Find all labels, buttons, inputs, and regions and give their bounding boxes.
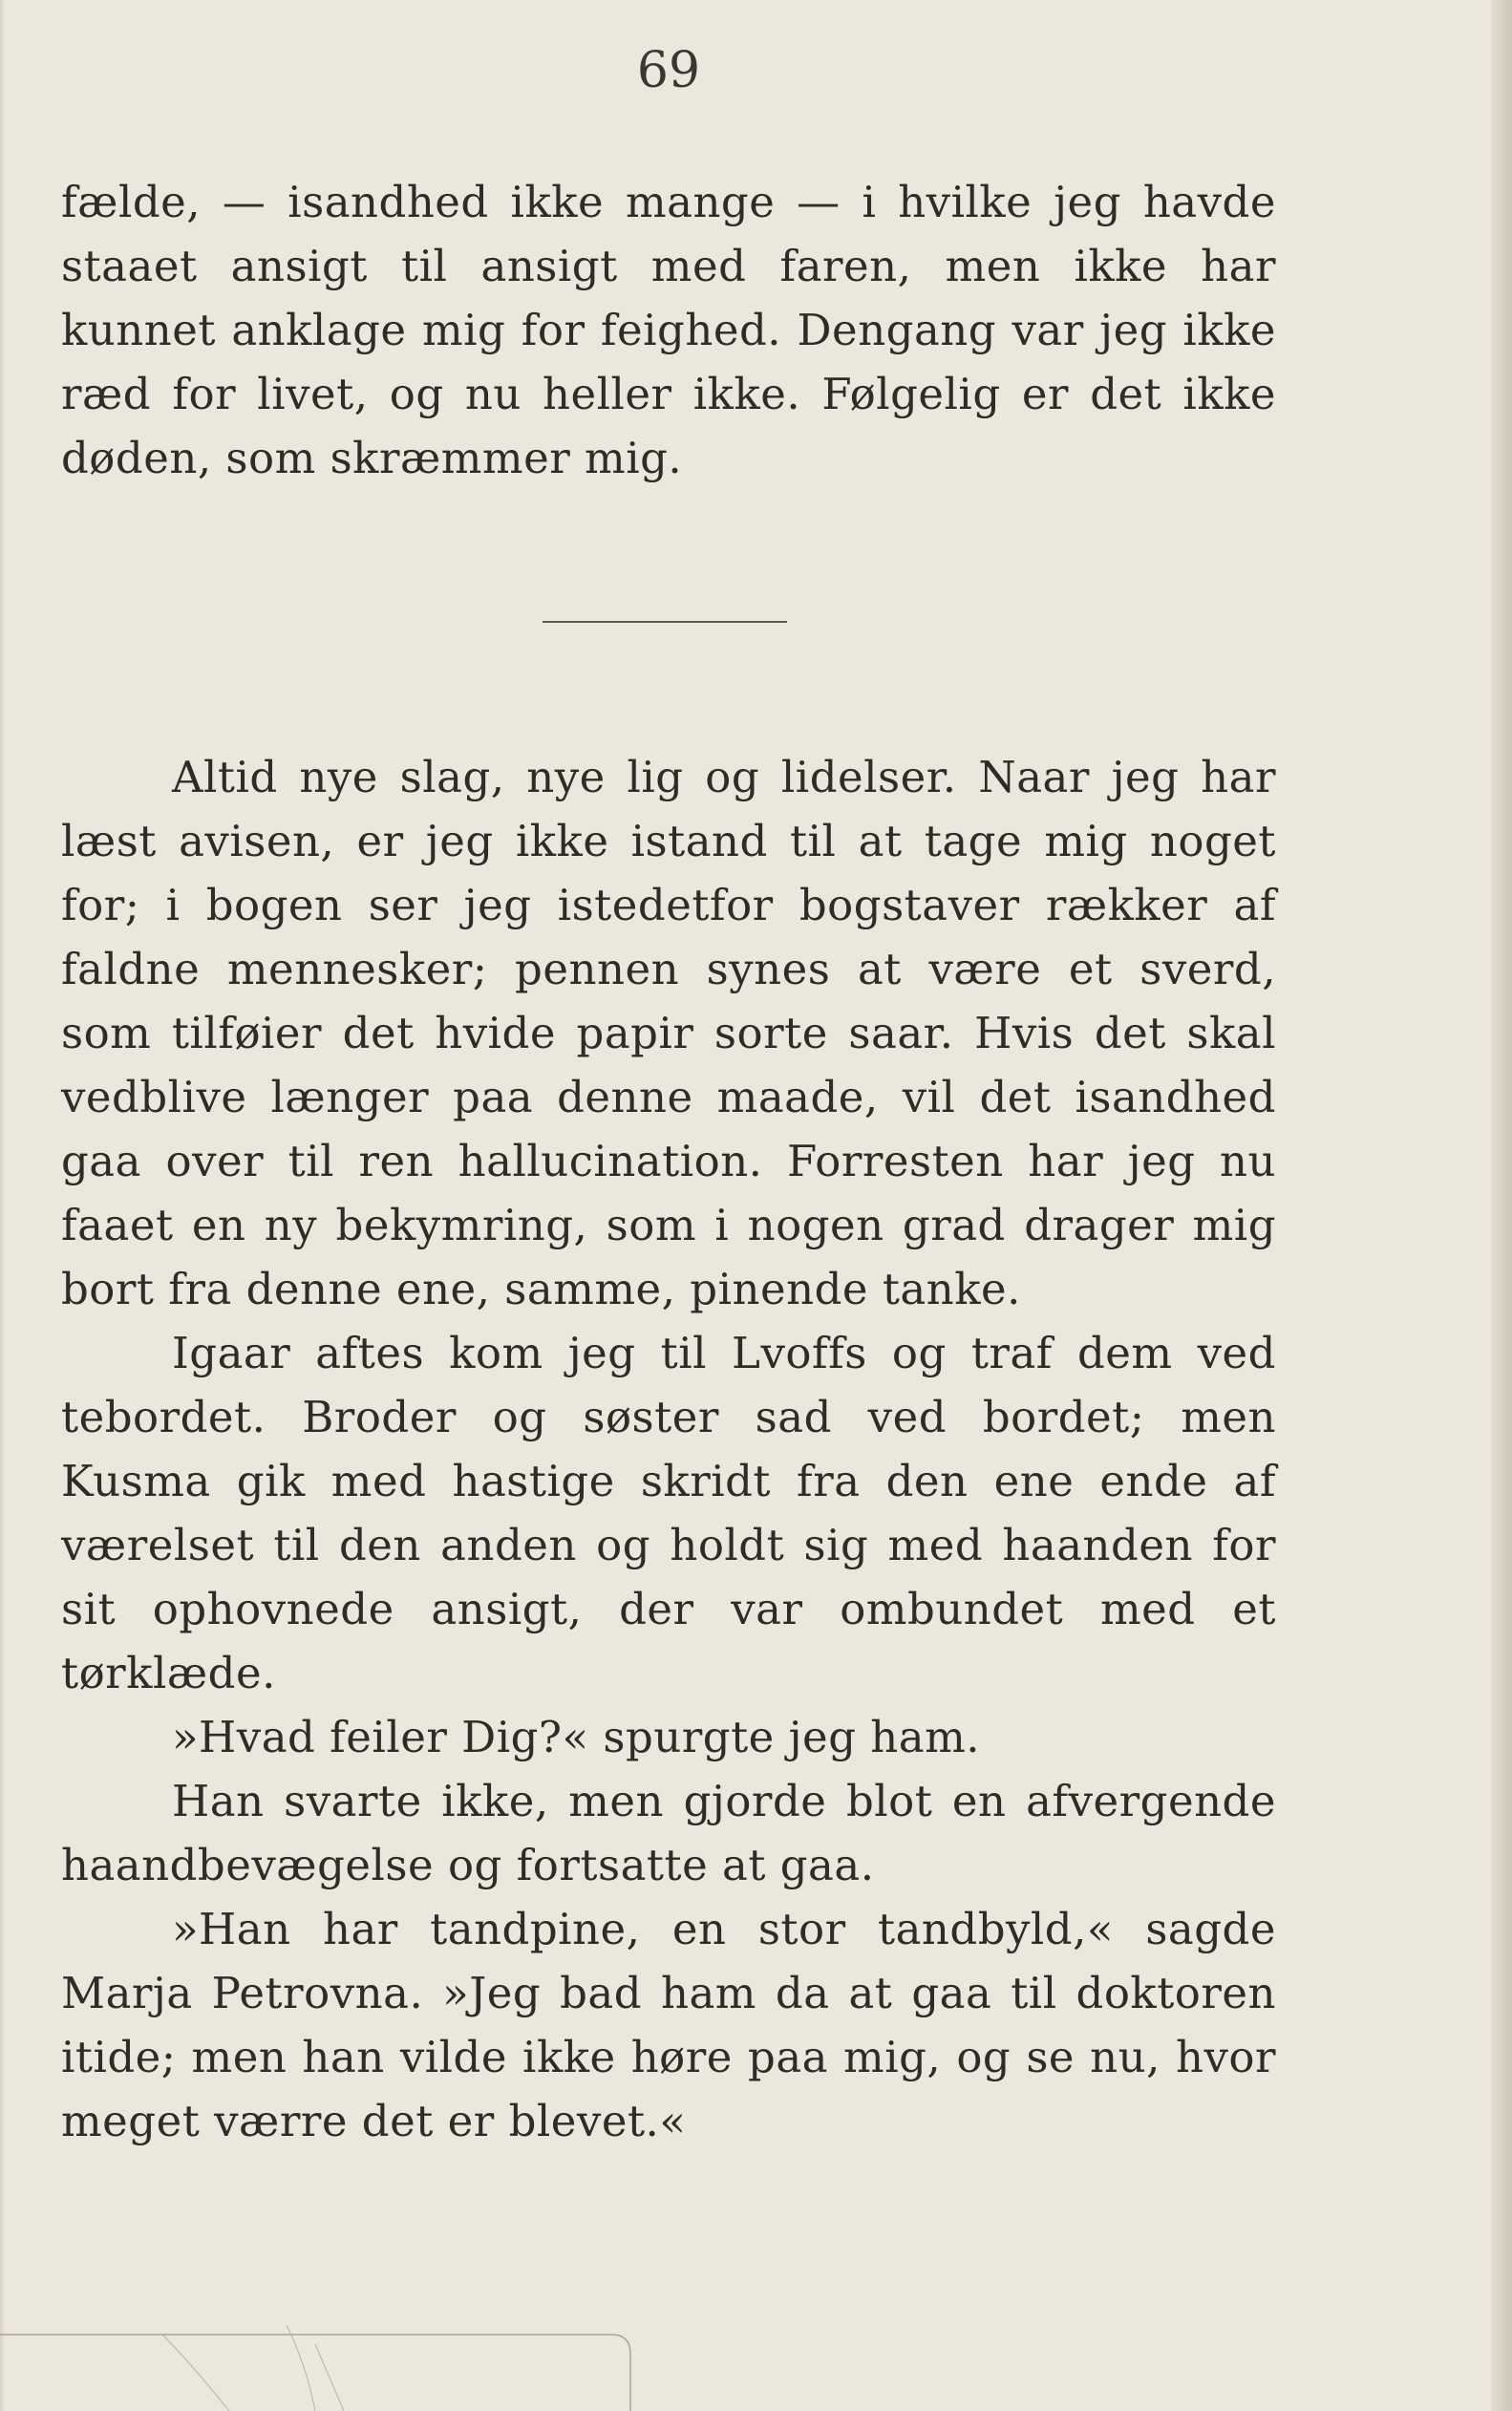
- section-1-text: [61, 170, 1276, 490]
- page-number: 69: [636, 42, 701, 99]
- section-2-text: [61, 745, 1276, 2153]
- paragraph: fælde, — isandhed ikke mange — i hvilke jeg havde staaet ansigt til ansigt med faren, men ikke har kunnet anklage mig for feighed. Dengang var jeg ikke ræd for livet, og nu heller ikke. Følgelig er det ikke døden, som skræmmer mig.: [61, 177, 1276, 483]
- page-right-edge: [1491, 0, 1512, 2411]
- paragraph: Han svarte ikke, men gjorde blot en afvergende haandbevægelse og fortsatte at gaa.: [61, 1776, 1276, 1890]
- paper-stain-mark: [0, 2306, 650, 2411]
- paragraph: »Han har tandpine, en stor tandbyld,« sagde Marja Petrovna. »Jeg bad ham da at gaa til doktoren itide; men han vilde ikke høre paa mig, og se nu, hvor meget værre det er blevet.«: [61, 1904, 1276, 2146]
- paragraph: »Hvad feiler Dig?« spurgte jeg ham.: [172, 1712, 981, 1762]
- page-left-edge: [0, 0, 6, 2411]
- paragraph: Altid nye slag, nye lig og lidelser. Naar jeg har læst avisen, er jeg ikke istand til at tage mig noget for; i bogen ser jeg istedetfor bogstaver rækker af faldne mennesker; pennen synes at være et sverd, som tilføier det hvide papir sorte saar. Hvis det skal vedblive længer paa denne maade, vil det isandhed gaa over til ren hallucination. Forresten har jeg nu faaet en ny bekymring, som i nogen grad drager mig bort fra denne ene, samme, pinende tanke.: [61, 752, 1276, 1314]
- section-divider: [543, 621, 787, 623]
- paragraph: Igaar aftes kom jeg til Lvoffs og traf dem ved tebordet. Broder og søster sad ved bordet; men Kusma gik med hastige skridt fra den ene ende af værelset til den anden og holdt sig med haanden for sit ophovnede ansigt, der var ombundet med et tørklæde.: [61, 1328, 1276, 1698]
